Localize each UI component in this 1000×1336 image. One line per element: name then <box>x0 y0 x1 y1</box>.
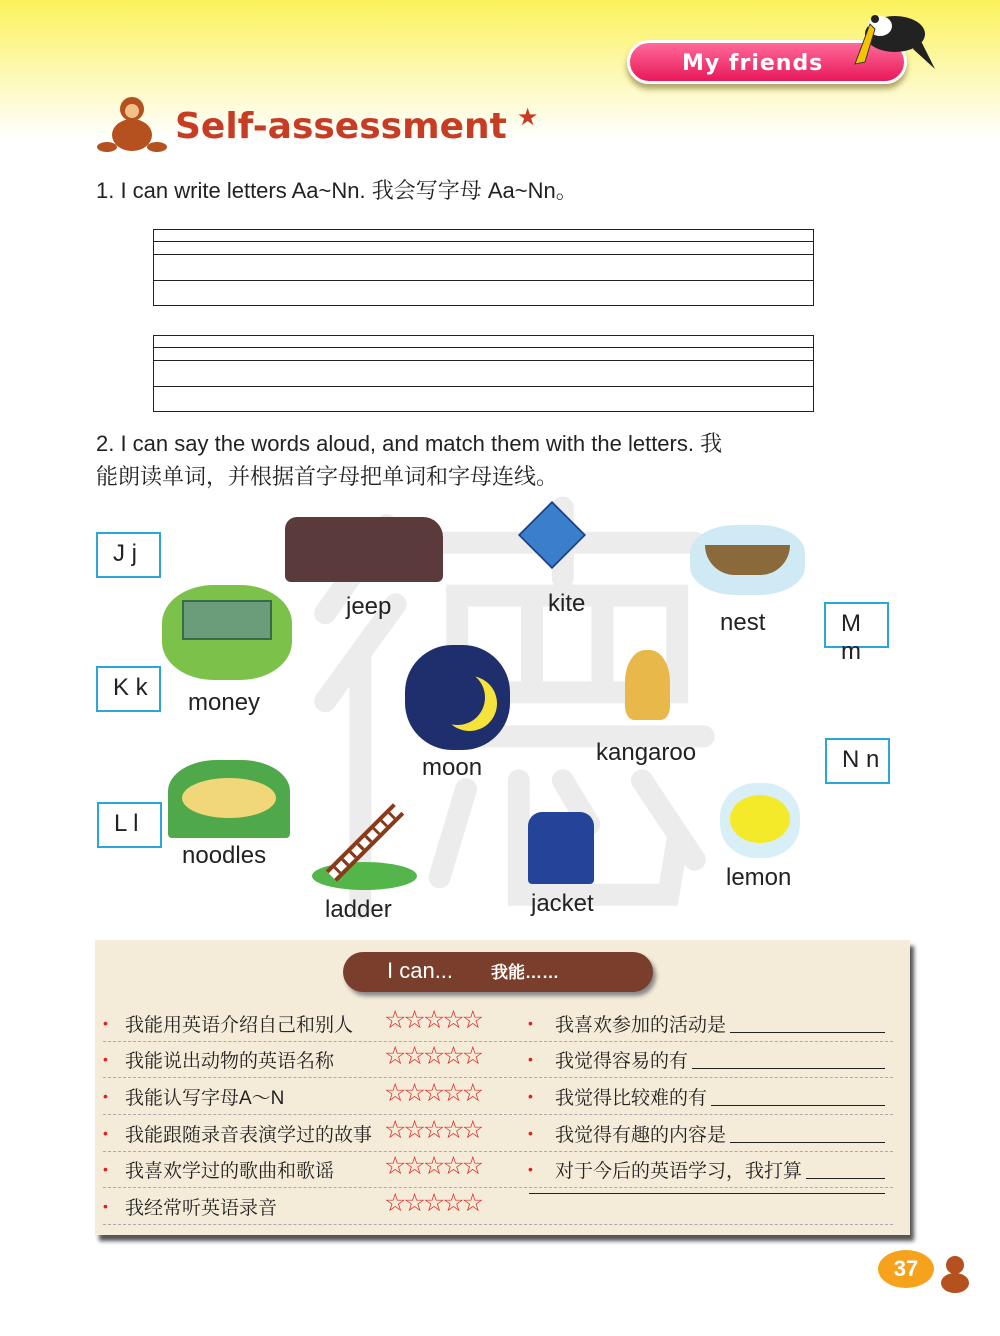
question-2-line2: 能朗读单词，并根据首字母把单词和字母连线。 <box>96 464 559 489</box>
letter-box-j[interactable]: J j <box>96 532 161 578</box>
toucan-icon <box>825 4 935 74</box>
word-nest[interactable]: nest <box>720 609 766 636</box>
word-lemon[interactable]: lemon <box>726 864 792 891</box>
lemon-image <box>720 783 800 858</box>
ability-text: 我能用英语介绍自己和别人 <box>125 1015 354 1036</box>
monkey-icon <box>95 95 170 153</box>
page-title: Self-assessment <box>175 106 507 147</box>
noodles-image <box>168 760 290 838</box>
bullet-icon: • <box>103 1088 108 1104</box>
unit-label: My friends <box>627 40 907 84</box>
reflection-text: 我喜欢参加的活动是 <box>555 1015 727 1036</box>
bullet-icon: • <box>103 1198 108 1214</box>
letter-box-n[interactable]: N n <box>825 738 890 784</box>
money-image <box>162 585 292 680</box>
title-group <box>175 104 538 150</box>
bullet-icon: • <box>103 1015 108 1031</box>
i-can-row <box>103 1188 893 1225</box>
bullet-icon: • <box>103 1125 108 1141</box>
answer-blank[interactable] <box>730 1010 885 1033</box>
answer-blank[interactable] <box>806 1156 885 1179</box>
reflection-text: 对于今后的英语学习，我打算 <box>555 1161 803 1182</box>
word-jeep[interactable]: jeep <box>346 593 392 620</box>
star-rating[interactable]: ☆☆☆☆☆ <box>384 1152 482 1180</box>
letter-box-l[interactable]: L l <box>97 802 162 848</box>
letter-box-k[interactable]: K k <box>96 666 161 712</box>
letter-box-m[interactable]: M m <box>824 602 889 648</box>
kangaroo-image <box>600 650 705 725</box>
word-jacket[interactable]: jacket <box>531 890 594 917</box>
word-moon[interactable]: moon <box>422 754 483 781</box>
nest-image <box>690 525 805 595</box>
i-can-row <box>103 1078 893 1115</box>
question-1: 1. I can write letters Aa~Nn. 我会写字母 Aa~Nn。 <box>96 178 578 203</box>
jeep-image <box>285 517 443 582</box>
answer-blank[interactable] <box>711 1083 885 1106</box>
i-can-row <box>103 1151 893 1188</box>
reflection-text: 我觉得有趣的内容是 <box>555 1125 727 1146</box>
answer-blank[interactable] <box>529 1193 885 1194</box>
ability-text: 我能认写字母A～N <box>125 1088 285 1109</box>
bullet-icon: • <box>103 1051 108 1067</box>
i-can-row <box>103 1005 893 1042</box>
star-icon: ★ <box>516 104 539 131</box>
i-can-row <box>103 1041 893 1078</box>
writing-lines-1[interactable] <box>153 229 814 306</box>
monkey-icon <box>935 1255 975 1293</box>
i-can-title: I can... <box>387 958 454 983</box>
answer-blank[interactable] <box>730 1120 885 1143</box>
reflection-text: 我觉得容易的有 <box>555 1051 689 1072</box>
word-kite[interactable]: kite <box>548 590 586 617</box>
ability-text: 我经常听英语录音 <box>125 1198 278 1219</box>
ability-text: 我能跟随录音表演学过的故事 <box>125 1125 373 1146</box>
word-noodles[interactable]: noodles <box>182 842 267 869</box>
bullet-icon: • <box>528 1088 533 1104</box>
bullet-icon: • <box>528 1051 533 1067</box>
ability-text: 我能说出动物的英语名称 <box>125 1051 335 1072</box>
reflection-text: 我觉得比较难的有 <box>555 1088 708 1109</box>
question-2-line1: 2. I can say the words aloud, and match them with the letters. 我 <box>96 431 723 456</box>
word-ladder[interactable]: ladder <box>325 896 392 923</box>
star-rating[interactable]: ☆☆☆☆☆ <box>384 1006 482 1034</box>
writing-lines-2[interactable] <box>153 335 814 412</box>
star-rating[interactable]: ☆☆☆☆☆ <box>384 1042 482 1070</box>
jacket-image <box>528 812 594 884</box>
moon-image <box>405 645 510 750</box>
word-kangaroo[interactable]: kangaroo <box>596 739 697 766</box>
ladder-image <box>312 800 420 890</box>
bullet-icon: • <box>528 1161 533 1177</box>
star-rating[interactable]: ☆☆☆☆☆ <box>384 1189 482 1217</box>
bullet-icon: • <box>528 1015 533 1031</box>
bullet-icon: • <box>528 1125 533 1141</box>
answer-blank[interactable] <box>692 1046 885 1069</box>
i-can-row <box>103 1115 893 1152</box>
ability-text: 我喜欢学过的歌曲和歌谣 <box>125 1161 335 1182</box>
word-money[interactable]: money <box>188 689 261 716</box>
i-can-title-cn: 我能…… <box>491 963 560 982</box>
i-can-header <box>343 952 653 992</box>
bullet-icon: • <box>103 1161 108 1177</box>
star-rating[interactable]: ☆☆☆☆☆ <box>384 1116 482 1144</box>
page-number: 37 <box>878 1250 934 1288</box>
star-rating[interactable]: ☆☆☆☆☆ <box>384 1079 482 1107</box>
